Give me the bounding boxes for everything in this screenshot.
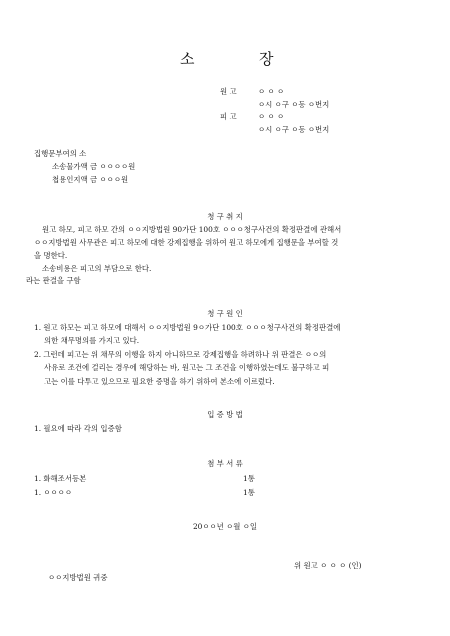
- filing-date: 20ㅇㅇ년 ㅇ월 ㅇ일: [192, 522, 258, 531]
- court-addressee: ㅇㅇ지방법원 귀중: [48, 573, 108, 582]
- attachment-item-name: 1. ㅇㅇㅇㅇ: [34, 488, 72, 497]
- cause-item-2-line-3: 고는 이를 다투고 있으므로 필요한 증명을 하기 위하여 본소에 이르렀다.: [44, 377, 275, 386]
- defendant-label: 피 고: [220, 112, 237, 121]
- attachment-item-count: 1통: [243, 474, 255, 483]
- cause-item-1-line-1: 1. 원고 하모는 피고 하모에 대해서 ㅇㅇ지방법원 9ㅇ가단 100호 ㅇㅇㅇ청구사건의 확정판결에: [34, 323, 341, 332]
- plaintiff-label: 원 고: [220, 87, 237, 96]
- cause-item-1-line-2: 의한 채무명의를 가지고 있다.: [44, 336, 140, 345]
- attachment-item-count: 1통: [243, 488, 255, 497]
- title-char-left: 소: [180, 50, 195, 68]
- attachment-item-name: 1. 화해조서등본: [34, 474, 87, 483]
- cause-heading: 청 구 원 인: [207, 309, 243, 318]
- plaintiff-name: ㅇ ㅇ ㅇ: [258, 87, 285, 96]
- stamp-fee: 첩용인지액 금 ㅇㅇㅇ원: [52, 175, 129, 184]
- claim-line-3: 을 명한다.: [34, 251, 68, 260]
- evidence-heading: 입 증 방 법: [207, 410, 243, 419]
- defendant-name: ㅇ ㅇ ㅇ: [258, 112, 285, 121]
- claim-line-2: ㅇㅇ지방법원 사무관은 피고 하모에 대한 강제집행을 위하여 원고 하모에게 집행문을 부여할 것: [34, 238, 339, 247]
- plaintiff-signature: 위 원고 ㅇ ㅇ ㅇ (인): [294, 561, 362, 570]
- plaintiff-address: ㅇ시 ㅇ구 ㅇ동 ㅇ번지: [258, 100, 330, 109]
- case-name: 집행문부여의 소: [34, 149, 87, 158]
- defendant-address: ㅇ시 ㅇ구 ㅇ동 ㅇ번지: [258, 125, 330, 134]
- claim-line-5: 라는 판결을 구함: [26, 276, 81, 285]
- attachments-heading: 첨 부 서 류: [207, 459, 243, 468]
- evidence-item-1: 1. 필요에 따라 각의 입증함: [34, 424, 122, 433]
- claim-value: 소송물가액 금 ㅇㅇㅇㅇ원: [52, 162, 136, 171]
- cause-item-2-line-2: 사유로 조건에 걸리는 경우에 해당하는 바, 원고는 그 조건을 이행하였는데도 불구하고 피: [44, 363, 330, 372]
- title-char-right: 장: [259, 50, 274, 68]
- cause-item-2-line-1: 2. 그런데 피고는 위 채무의 이행을 하지 아니하므로 강제집행을 하려하나 위 판결은 ㅇㅇ의: [34, 350, 327, 359]
- claim-line-1: 원고 하모, 피고 하모 간의 ㅇㅇ지방법원 90가단 100호 ㅇㅇㅇ청구사건의 확정판결에 관해서: [42, 225, 342, 234]
- claim-line-4: 소송비용은 피고의 부담으로 한다.: [42, 264, 152, 273]
- claim-heading: 청 구 취 지: [207, 212, 243, 221]
